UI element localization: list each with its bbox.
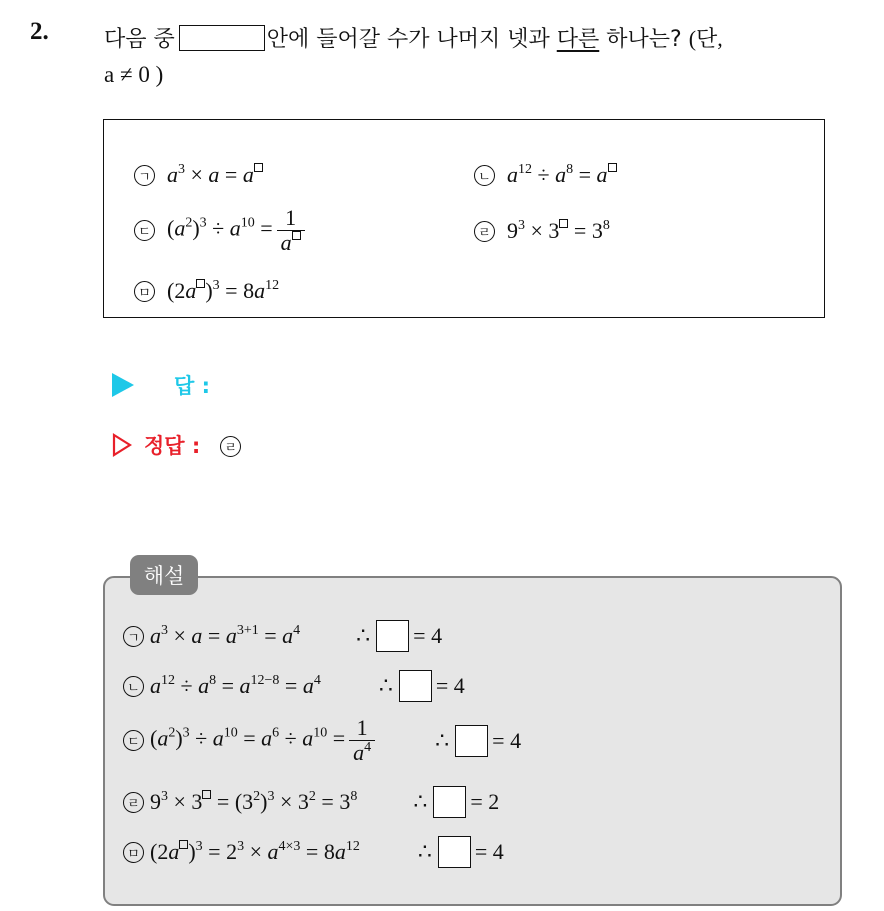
explanation-result: = 4 bbox=[492, 727, 522, 753]
choice-expression: $9^3 \times 3 = 3^8$ bbox=[507, 218, 610, 243]
explanation-result: = 4 bbox=[413, 623, 443, 648]
answer-blank-box bbox=[376, 620, 409, 652]
question-underlined-word: 다른 bbox=[556, 27, 600, 52]
answer-label: 답 : bbox=[174, 374, 210, 398]
choice-expression: (2a )$^3 = 8a^{12}$ bbox=[167, 278, 280, 303]
answer-row bbox=[112, 370, 210, 400]
answer-blank-box bbox=[433, 786, 466, 818]
outline-triangle-icon bbox=[112, 433, 132, 457]
play-triangle-icon bbox=[112, 373, 134, 397]
explanation-expression: $9^3 \times 3 = (3^2)^3 \times 3^2 = 3^8$ bbox=[150, 789, 358, 814]
question-blank-box bbox=[179, 25, 265, 51]
explanation-line-2 bbox=[123, 670, 465, 702]
choice-expression: $a^3 \times a = a$ bbox=[167, 162, 263, 188]
choice-1[interactable] bbox=[134, 162, 263, 188]
explanation-marker: ㅁ bbox=[123, 842, 144, 863]
choice-4[interactable] bbox=[474, 218, 610, 244]
correct-answer-label: 정답 : bbox=[144, 434, 201, 458]
answer-blank-box bbox=[455, 725, 488, 757]
explanation-panel bbox=[103, 576, 842, 906]
choices-box bbox=[103, 119, 825, 318]
explanation-tag: 해설 bbox=[130, 555, 198, 595]
choice-marker: ㅁ bbox=[134, 281, 155, 302]
explanation-conclusion: ∴ = 4 bbox=[435, 725, 521, 757]
explanation-expression: $a^3 \times a = a^{3+1} = a^4$ bbox=[150, 623, 301, 648]
choice-marker: ㄹ bbox=[474, 221, 495, 242]
choice-2[interactable] bbox=[474, 162, 617, 188]
explanation-marker: ㄹ bbox=[123, 792, 144, 813]
question-condition: a ≠ 0 ) bbox=[104, 62, 164, 87]
explanation-line-4 bbox=[123, 786, 499, 818]
correct-answer-marker: ㄹ bbox=[220, 436, 241, 457]
explanation-expression: $(a^2)^3 \div a^{10} = a^6 \div a^{10}$ = $\frac{1}{a^4}$ bbox=[150, 716, 379, 765]
choice-expression: $a^{12} \div a^8 = a$ bbox=[507, 162, 617, 188]
question-condition-open: (단, bbox=[688, 26, 723, 51]
correct-answer-row bbox=[112, 430, 241, 460]
answer-blank-box bbox=[438, 836, 471, 868]
explanation-line-3 bbox=[123, 716, 521, 765]
choice-3[interactable] bbox=[134, 206, 309, 255]
question-text-before-blank: 다음 중 bbox=[104, 27, 175, 52]
choice-expression: $(a^2)^3 \div a^{10}$ = $\frac{1}{a}$ bbox=[167, 206, 309, 255]
choice-5[interactable] bbox=[134, 278, 279, 304]
explanation-result: = 4 bbox=[474, 839, 504, 864]
choice-marker: ㄱ bbox=[134, 165, 155, 186]
explanation-conclusion: ∴ = 2 bbox=[413, 786, 499, 818]
explanation-result: = 4 bbox=[435, 673, 465, 698]
explanation-marker: ㄱ bbox=[123, 626, 144, 647]
correct-answer-value bbox=[220, 433, 241, 457]
choice-marker: ㄷ bbox=[134, 220, 155, 241]
explanation-conclusion: ∴ = 4 bbox=[379, 670, 465, 702]
explanation-conclusion: ∴ = 4 bbox=[356, 620, 442, 652]
explanation-expression: $a^{12} \div a^8 = a^{12-8} = a^4$ bbox=[150, 673, 321, 698]
question-text-end: 하나는? bbox=[606, 27, 682, 52]
explanation-marker: ㄴ bbox=[123, 676, 144, 697]
explanation-expression: (2a )$^3 = 2^3 \times a^{4\times 3} = 8a^{12}$ bbox=[150, 839, 360, 864]
explanation-conclusion: ∴ = 4 bbox=[418, 836, 504, 868]
choice-marker: ㄴ bbox=[474, 165, 495, 186]
explanation-line-5 bbox=[123, 836, 504, 868]
answer-blank-box bbox=[399, 670, 432, 702]
question-number: 2. bbox=[30, 18, 49, 45]
question-text bbox=[104, 22, 723, 53]
explanation-line-1 bbox=[123, 620, 442, 652]
explanation-result: = 2 bbox=[470, 789, 500, 814]
question-text-after-blank: 안에 들어갈 수가 나머지 넷과 bbox=[266, 27, 550, 52]
explanation-marker: ㄷ bbox=[123, 730, 144, 751]
